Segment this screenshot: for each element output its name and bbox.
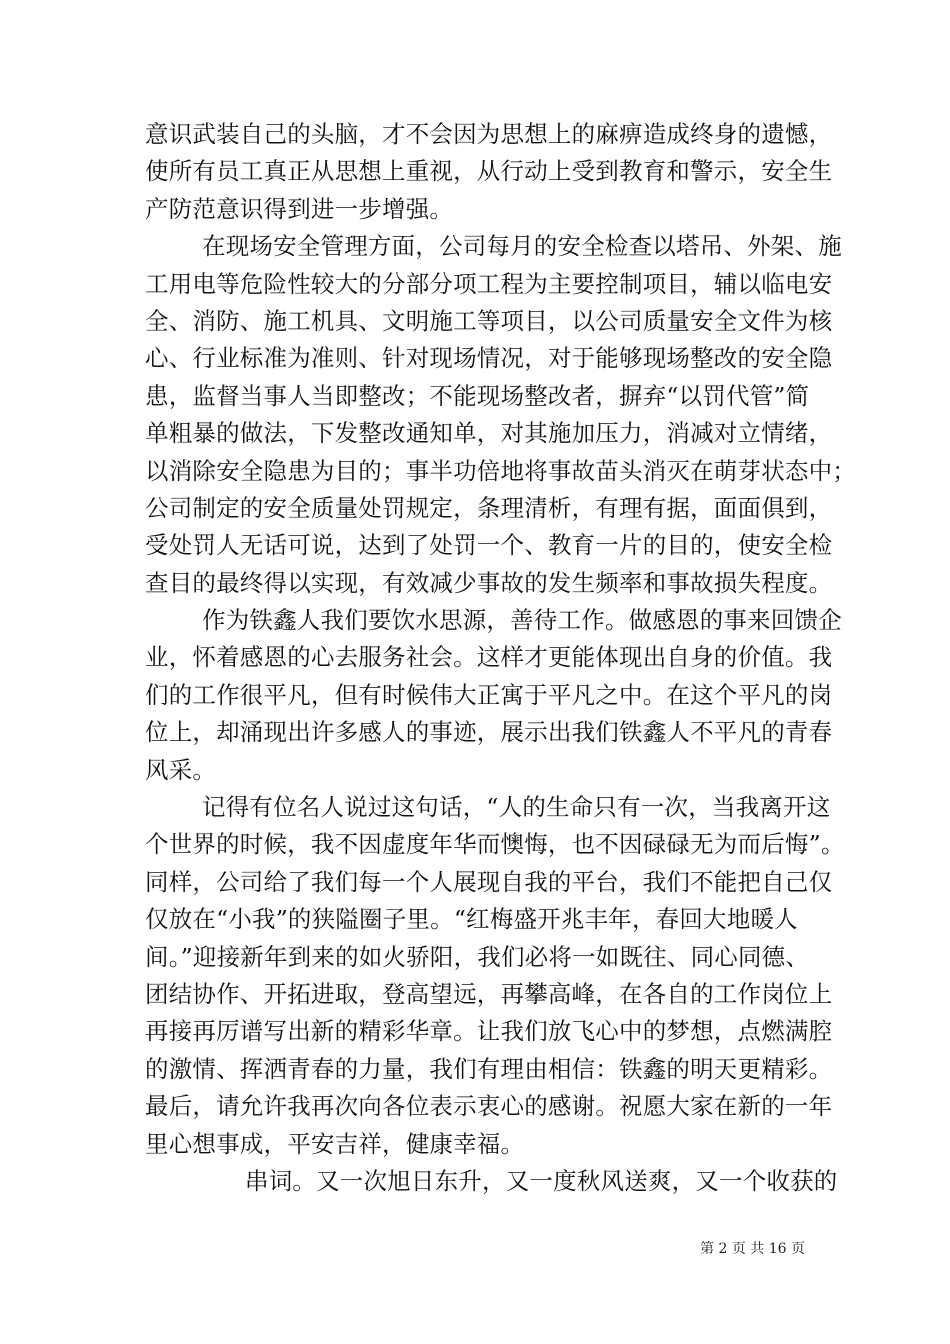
text-line: 意识武装自己的头脑，才不会因为思想上的麻痹造成终身的遗憾，: [145, 120, 833, 148]
paragraph-start-line: 串词。又一次旭日东升，又一度秋风送爽，又一个收获的: [245, 1166, 838, 1195]
text-line: 全、消防、施工机具、文明施工等项目，以公司质量安全文件为核: [145, 306, 833, 335]
text-line: 仅放在“小我”的狭隘圈子里。“红梅盛开兆丰年，春回大地暖人: [145, 905, 798, 934]
text-line: 最后，请允许我再次向各位表示衷心的感谢。祝愿大家在新的一年: [145, 1092, 833, 1121]
text-line: 使所有员工真正从思想上重视，从行动上受到教育和警示，安全生: [145, 157, 833, 186]
text-line: 患，监督当事人当即整改；不能现场整改者，摒弃“以罚代管”简: [145, 381, 810, 410]
text-line: 单粗暴的做法，下发整改通知单，对其施加压力，消减对立情绪，: [145, 419, 833, 448]
paragraph-start-line: 作为铁鑫人我们要饮水思源，善待工作。做感恩的事来回馈企: [202, 606, 842, 635]
text-line: 心、行业标准为准则、针对现场情况，对于能够现场整改的安全隐: [145, 344, 833, 373]
text-line: 们的工作很平凡，但有时候伟大正寓于平凡之中。在这个平凡的岗: [145, 680, 833, 709]
text-line: 受处罚人无话可说，达到了处罚一个、教育一片的目的，使安全检: [145, 531, 833, 560]
text-line: 间。”迎接新年到来的如火骄阳，我们必将一如既往、同心同德、: [145, 942, 810, 971]
paragraph-start-line: 在现场安全管理方面，公司每月的安全检查以塔吊、外架、施: [202, 232, 842, 261]
document-body: [145, 116, 856, 1200]
text-line: 公司制定的安全质量处罚规定，条理清析，有理有据，面面俱到，: [145, 493, 833, 522]
text-line: 查目的最终得以实现，有效减少事故的发生频率和事故损失程度。: [145, 568, 833, 597]
text-line: 以消除安全隐患为目的；事半功倍地将事故苗头消灭在萌芽状态中；: [145, 456, 856, 485]
text-line: 产防范意识得到进一步增强。: [145, 194, 454, 223]
text-line: 工用电等危险性较大的分部分项工程为主要控制项目，辅以临电安: [145, 269, 833, 298]
text-line: 同样，公司给了我们每一个人展现自我的平台，我们不能把自己仅: [145, 867, 833, 896]
text-line: 位上，却涌现出许多感人的事迹，展示出我们铁鑫人不平凡的青春: [145, 718, 833, 747]
text-line: 的激情、挥洒青春的力量，我们有理由相信：铁鑫的明天更精彩。: [145, 1054, 833, 1083]
text-line: 里心想事成，平安吉祥，健康幸福。: [145, 1129, 525, 1158]
text-line: 风采。: [145, 755, 217, 784]
page-number-footer: 第 2 页 共 16 页: [700, 1241, 805, 1257]
text-line: 业，怀着感恩的心去服务社会。这样才更能体现出自身的价值。我: [145, 643, 833, 672]
text-line: 再接再厉谱写出新的精彩华章。让我们放飞心中的梦想，点燃满腔: [145, 1017, 833, 1046]
paragraph-start-line: 记得有位名人说过这句话，“人的生命只有一次，当我离开这: [202, 793, 831, 822]
text-line: 团结协作、开拓进取，登高望远，再攀高峰，在各自的工作岗位上: [145, 979, 833, 1008]
text-line: 个世界的时候，我不因虚度年华而懊悔，也不因碌碌无为而后悔”。: [145, 830, 845, 859]
